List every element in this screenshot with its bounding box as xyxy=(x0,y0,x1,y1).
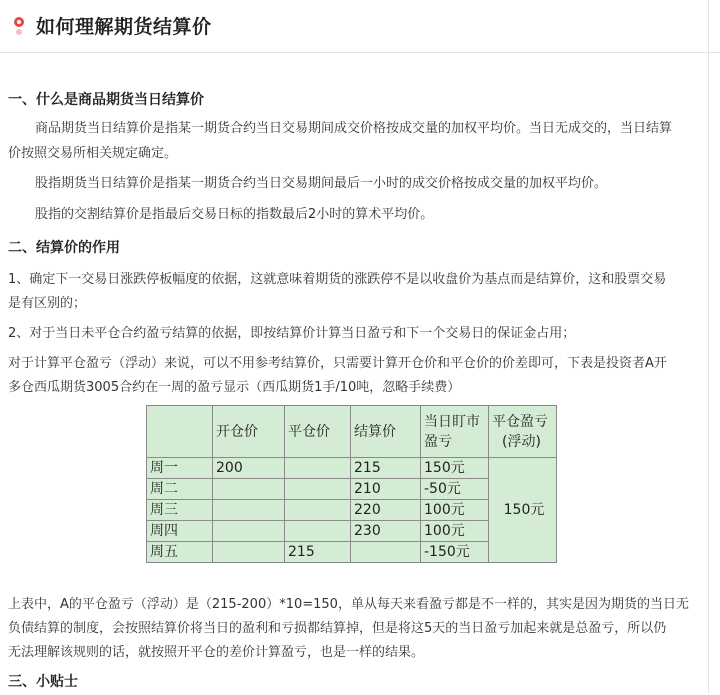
paragraph-line: 是有区别的； xyxy=(8,296,87,311)
cell-daily: 100元 xyxy=(421,500,489,521)
header-daily-pnl-line2: 盈亏 xyxy=(424,433,452,450)
paragraph: 股指的交割结算价是指最后交易日标的指数最后2小时的算术平均价。 xyxy=(35,207,434,222)
paragraph-line: 多仓西瓜期货3005合约在一周的盈亏显示（西瓜期货1手/10吨，忽略手续费） xyxy=(8,380,461,395)
location-pin-icon xyxy=(14,17,24,27)
cell-day: 周四 xyxy=(147,521,213,542)
cell-daily: -50元 xyxy=(421,479,489,500)
cell-settle: 210 xyxy=(351,479,421,500)
paragraph-line: 商品期货当日结算价是指某一期货合约当日交易期间成交价格按成交量的加权平均价。当日无成交的，当日结算 xyxy=(35,121,673,136)
table-row xyxy=(147,458,557,479)
page-header xyxy=(0,0,720,53)
paragraph-line: 负债结算的制度，会按照结算价将当日的盈利和亏损都结算掉，但是将这5天的当日盈亏加起来就是总盈亏，所以仍 xyxy=(8,621,667,636)
header-cell-close: 平仓价 xyxy=(285,406,351,458)
cell-close xyxy=(285,458,351,479)
section-heading-3: 三、小贴士 xyxy=(8,674,78,690)
cell-settle: 215 xyxy=(351,458,421,479)
cell-settle xyxy=(351,542,421,563)
cell-close: 215 xyxy=(285,542,351,563)
cell-open xyxy=(213,479,285,500)
cell-settle: 220 xyxy=(351,500,421,521)
cell-open xyxy=(213,500,285,521)
paragraph-line: 价按照交易所相关规定确定。 xyxy=(8,146,178,161)
paragraph-line: 上表中，A的平仓盈亏（浮动）是（215-200）*10=150，单从每天来看盈亏都是不一样的，其实是因为期货的当日无 xyxy=(8,597,689,612)
header-cell-open: 开仓价 xyxy=(213,406,285,458)
section-heading-2: 二、结算价的作用 xyxy=(8,240,120,256)
paragraph-line: 1、确定下一交易日涨跌停板幅度的依据，这就意味着期货的涨跌停不是以收盘价为基点而是结算价，这和股票交易 xyxy=(8,272,667,287)
header-cell-settle: 结算价 xyxy=(351,406,421,458)
cell-close xyxy=(285,479,351,500)
header-daily-pnl-line1: 当日盯市 xyxy=(424,413,480,430)
cell-daily: 100元 xyxy=(421,521,489,542)
header-float-pnl-line2: (浮动) xyxy=(502,433,541,450)
paragraph: 2、对于当日未平仓合约盈亏结算的依据，即按结算价计算当日盈亏和下一个交易日的保证金占用； xyxy=(8,326,576,341)
page-title: 如何理解期货结算价 xyxy=(36,16,212,38)
cell-day: 周一 xyxy=(147,458,213,479)
cell-open xyxy=(213,521,285,542)
cell-open xyxy=(213,542,285,563)
cell-close xyxy=(285,500,351,521)
cell-daily: 150元 xyxy=(421,458,489,479)
table-header-row xyxy=(147,406,557,458)
cell-open: 200 xyxy=(213,458,285,479)
header-float-pnl-line1: 平仓盈亏 xyxy=(492,413,548,430)
cell-settle: 230 xyxy=(351,521,421,542)
cell-day: 周二 xyxy=(147,479,213,500)
header-cell-blank xyxy=(147,406,213,458)
header-cell-float-pnl xyxy=(489,406,557,458)
paragraph: 股指期货当日结算价是指某一期货合约当日交易期间最后一小时的成交价格按成交量的加权平均价。 xyxy=(35,176,608,191)
right-border xyxy=(708,0,709,693)
paragraph-line: 对于计算平仓盈亏（浮动）来说，可以不用参考结算价，只需要计算开仓价和平仓价的价差即可，下表是投资者A开 xyxy=(8,356,667,371)
cell-day: 周五 xyxy=(147,542,213,563)
paragraph-line: 无法理解该规则的话，就按照开平仓的差价计算盈亏，也是一样的结果。 xyxy=(8,645,425,660)
cell-daily: -150元 xyxy=(421,542,489,563)
section-heading-1: 一、什么是商品期货当日结算价 xyxy=(8,92,204,108)
cell-close xyxy=(285,521,351,542)
cell-float-pnl: 150元 xyxy=(489,458,557,563)
pnl-table xyxy=(146,405,557,563)
cell-day: 周三 xyxy=(147,500,213,521)
header-cell-daily-pnl xyxy=(421,406,489,458)
